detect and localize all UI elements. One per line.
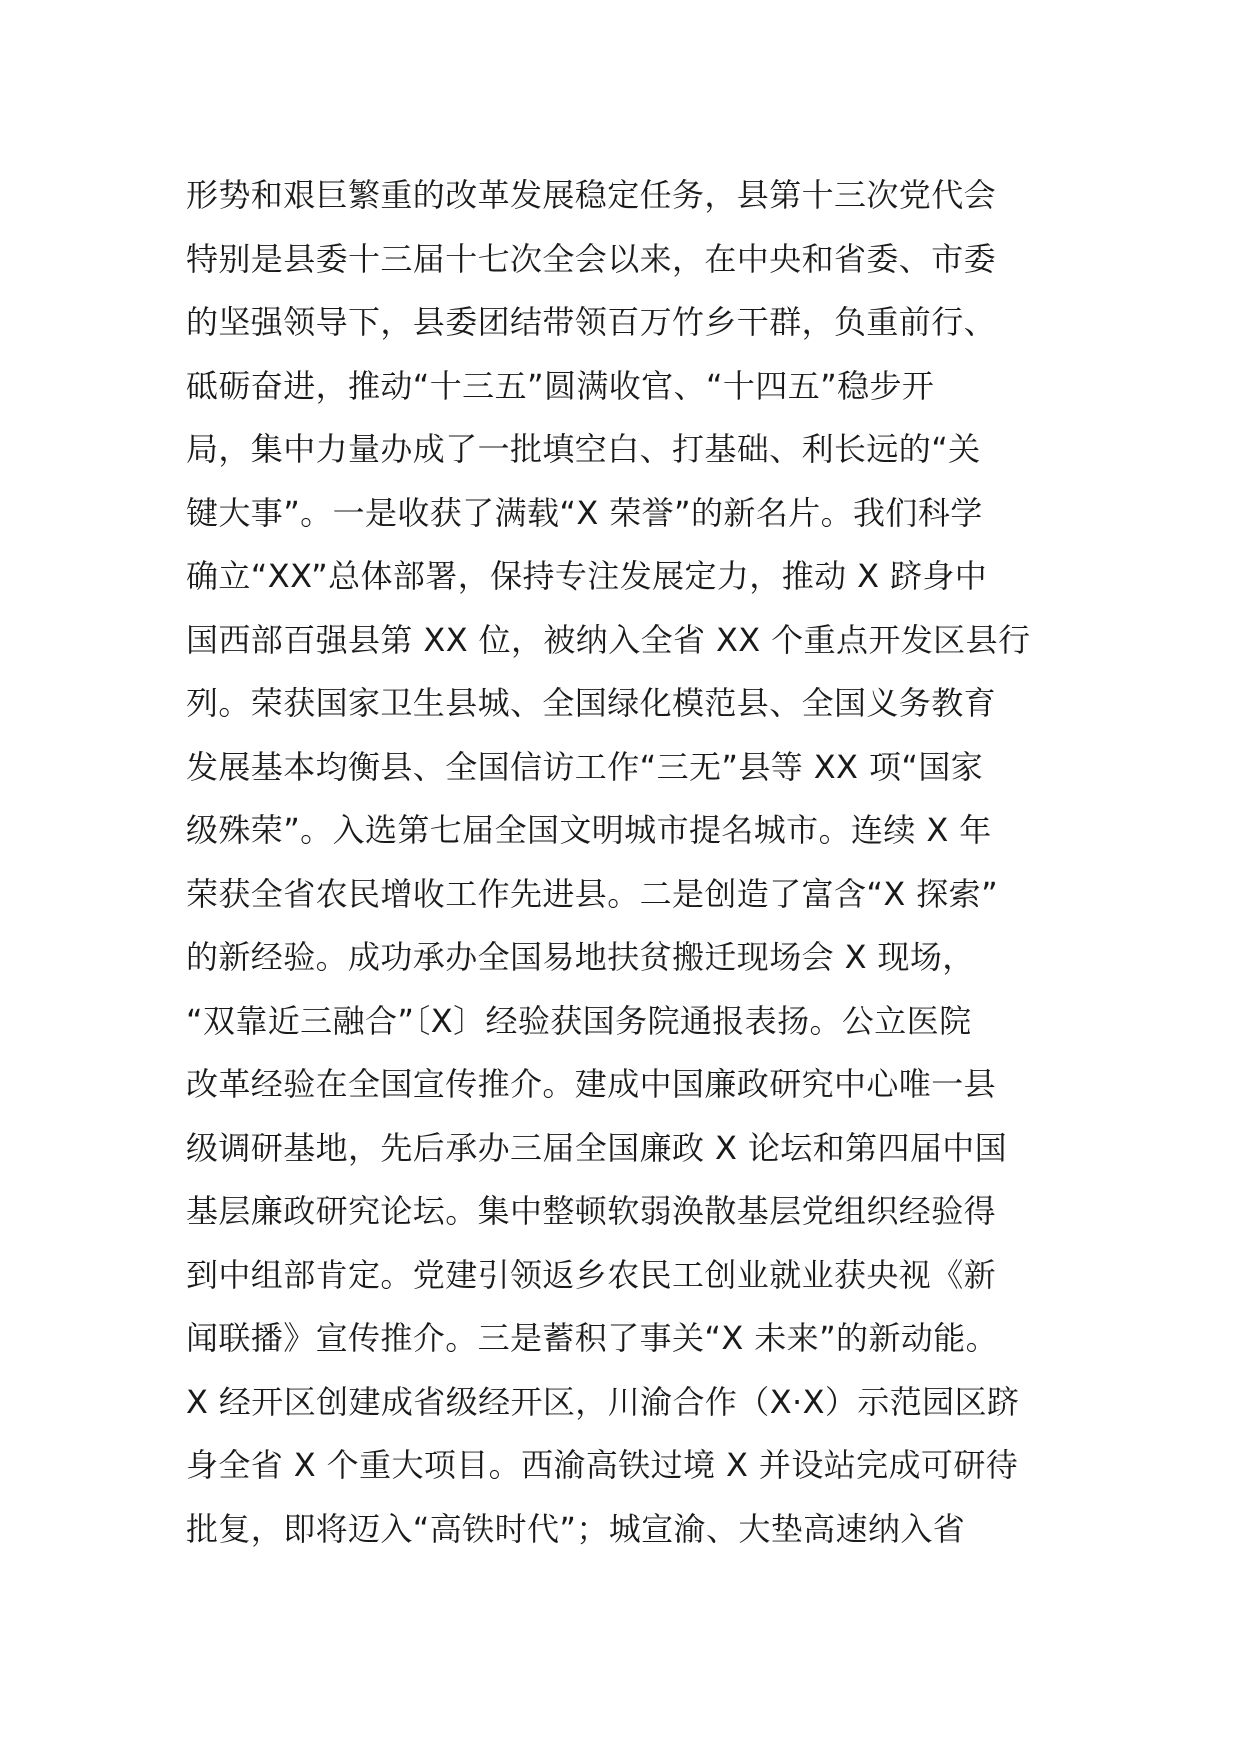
text-line: 荣获全省农民增收工作先进县。二是创造了富含“X 探索” [186,874,999,913]
text-line: “双靠近三融合”〔X〕经验获国务院通报表扬。公立医院 [186,1001,972,1040]
text-line: 的坚强领导下，县委团结带领百万竹乡干群，负重前行、 [186,303,997,341]
text-line: 砥砺奋进，推动“十三五”圆满收官、“十四五”稳步开 [186,366,935,405]
text-line: 特别是县委十三届十七次全会以来，在中央和省委、市委 [186,239,997,278]
text-line: 批复，即将迈入“高铁时代”；城宣渝、大垫高速纳入省 [186,1509,966,1548]
text-line: 局，集中力量办成了一批填空白、打基础、利长远的“关 [186,430,981,468]
text-line: X 经开区创建成省级经开区，川渝合作（X·X）示范园区跻 [186,1382,1020,1421]
text-line: 级殊荣”。入选第七届全国文明城市提名城市。连续 X 年 [186,811,992,849]
body-paragraph [186,164,1066,1561]
text-line: 改革经验在全国宣传推介。建成中国廉政研究中心唯一县 [186,1065,997,1103]
text-line: 闻联播》宣传推介。三是蓄积了事关“X 未来”的新动能。 [186,1319,999,1357]
text-line: 形势和艰巨繁重的改革发展稳定任务，县第十三次党代会 [186,176,997,214]
text-line: 身全省 X 个重大项目。西渝高铁过境 X 并设站完成可研待 [186,1446,1019,1484]
text-line: 确立“XX”总体部署，保持专注发展定力，推动 X 跻身中 [186,557,988,595]
text-line: 基层廉政研究论坛。集中整顿软弱涣散基层党组织经验得 [186,1192,997,1230]
text-line: 键大事”。一是收获了满载“X 荣誉”的新名片。我们科学 [186,493,983,532]
text-line: 级调研基地，先后承办三届全国廉政 X 论坛和第四届中国 [186,1128,1008,1167]
text-line: 到中组部肯定。党建引领返乡农民工创业就业获央视《新 [186,1255,997,1294]
text-line: 列。荣获国家卫生县城、全国绿化模范县、全国义务教育 [186,684,997,722]
text-line: 发展基本均衡县、全国信访工作“三无”县等 XX 项“国家 [186,747,984,786]
text-line: 国西部百强县第 XX 位，被纳入全省 XX 个重点开发区县行 [186,620,1031,659]
text-line: 的新经验。成功承办全国易地扶贫搬迁现场会 X 现场， [186,938,975,976]
